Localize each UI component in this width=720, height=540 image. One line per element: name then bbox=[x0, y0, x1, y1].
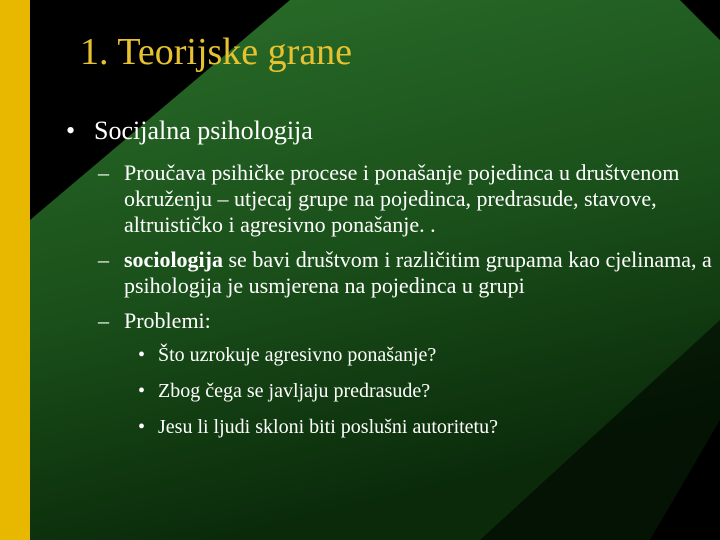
subitem-text: Proučava psihičke procese i ponašanje pojedinca u društvenom okruženju – utjecaj grupe na pojedinca, predrasude, stavove, altruističko i agresivno ponašanje. . bbox=[124, 160, 680, 237]
slide-title: 1. Teorijske grane bbox=[80, 31, 353, 73]
bullet-marker: • bbox=[138, 380, 146, 402]
bullet-marker: • bbox=[138, 344, 146, 366]
subitem-text: Problemi: bbox=[124, 308, 211, 333]
slide-content bbox=[60, 116, 715, 451]
problem-text: Što uzrokuje agresivno ponašanje? bbox=[158, 344, 437, 366]
problem-item bbox=[60, 379, 715, 403]
subitem-bold-term: sociologija bbox=[124, 247, 223, 272]
subitem-sociology bbox=[60, 247, 715, 299]
subitem-problems bbox=[60, 308, 715, 334]
dash-marker: – bbox=[98, 308, 109, 333]
bullet-marker: • bbox=[138, 416, 146, 438]
subitem-text: se bavi društvom i različitim grupama kao cjelinama, a psihologija je usmjerena na pojedinca u grupi bbox=[124, 247, 712, 298]
bullet-item bbox=[60, 116, 715, 146]
bullet-marker: • bbox=[66, 116, 76, 145]
left-accent-band bbox=[0, 0, 30, 540]
problem-item bbox=[60, 343, 715, 367]
bullet-text: Socijalna psihologija bbox=[94, 116, 313, 145]
problem-item bbox=[60, 415, 715, 439]
problem-text: Jesu li ljudi skloni biti poslušni autoritetu? bbox=[158, 416, 498, 438]
subitem-description bbox=[60, 160, 715, 238]
problem-text: Zbog čega se javljaju predrasude? bbox=[158, 380, 431, 402]
dash-marker: – bbox=[98, 247, 109, 272]
dash-marker: – bbox=[98, 160, 109, 185]
